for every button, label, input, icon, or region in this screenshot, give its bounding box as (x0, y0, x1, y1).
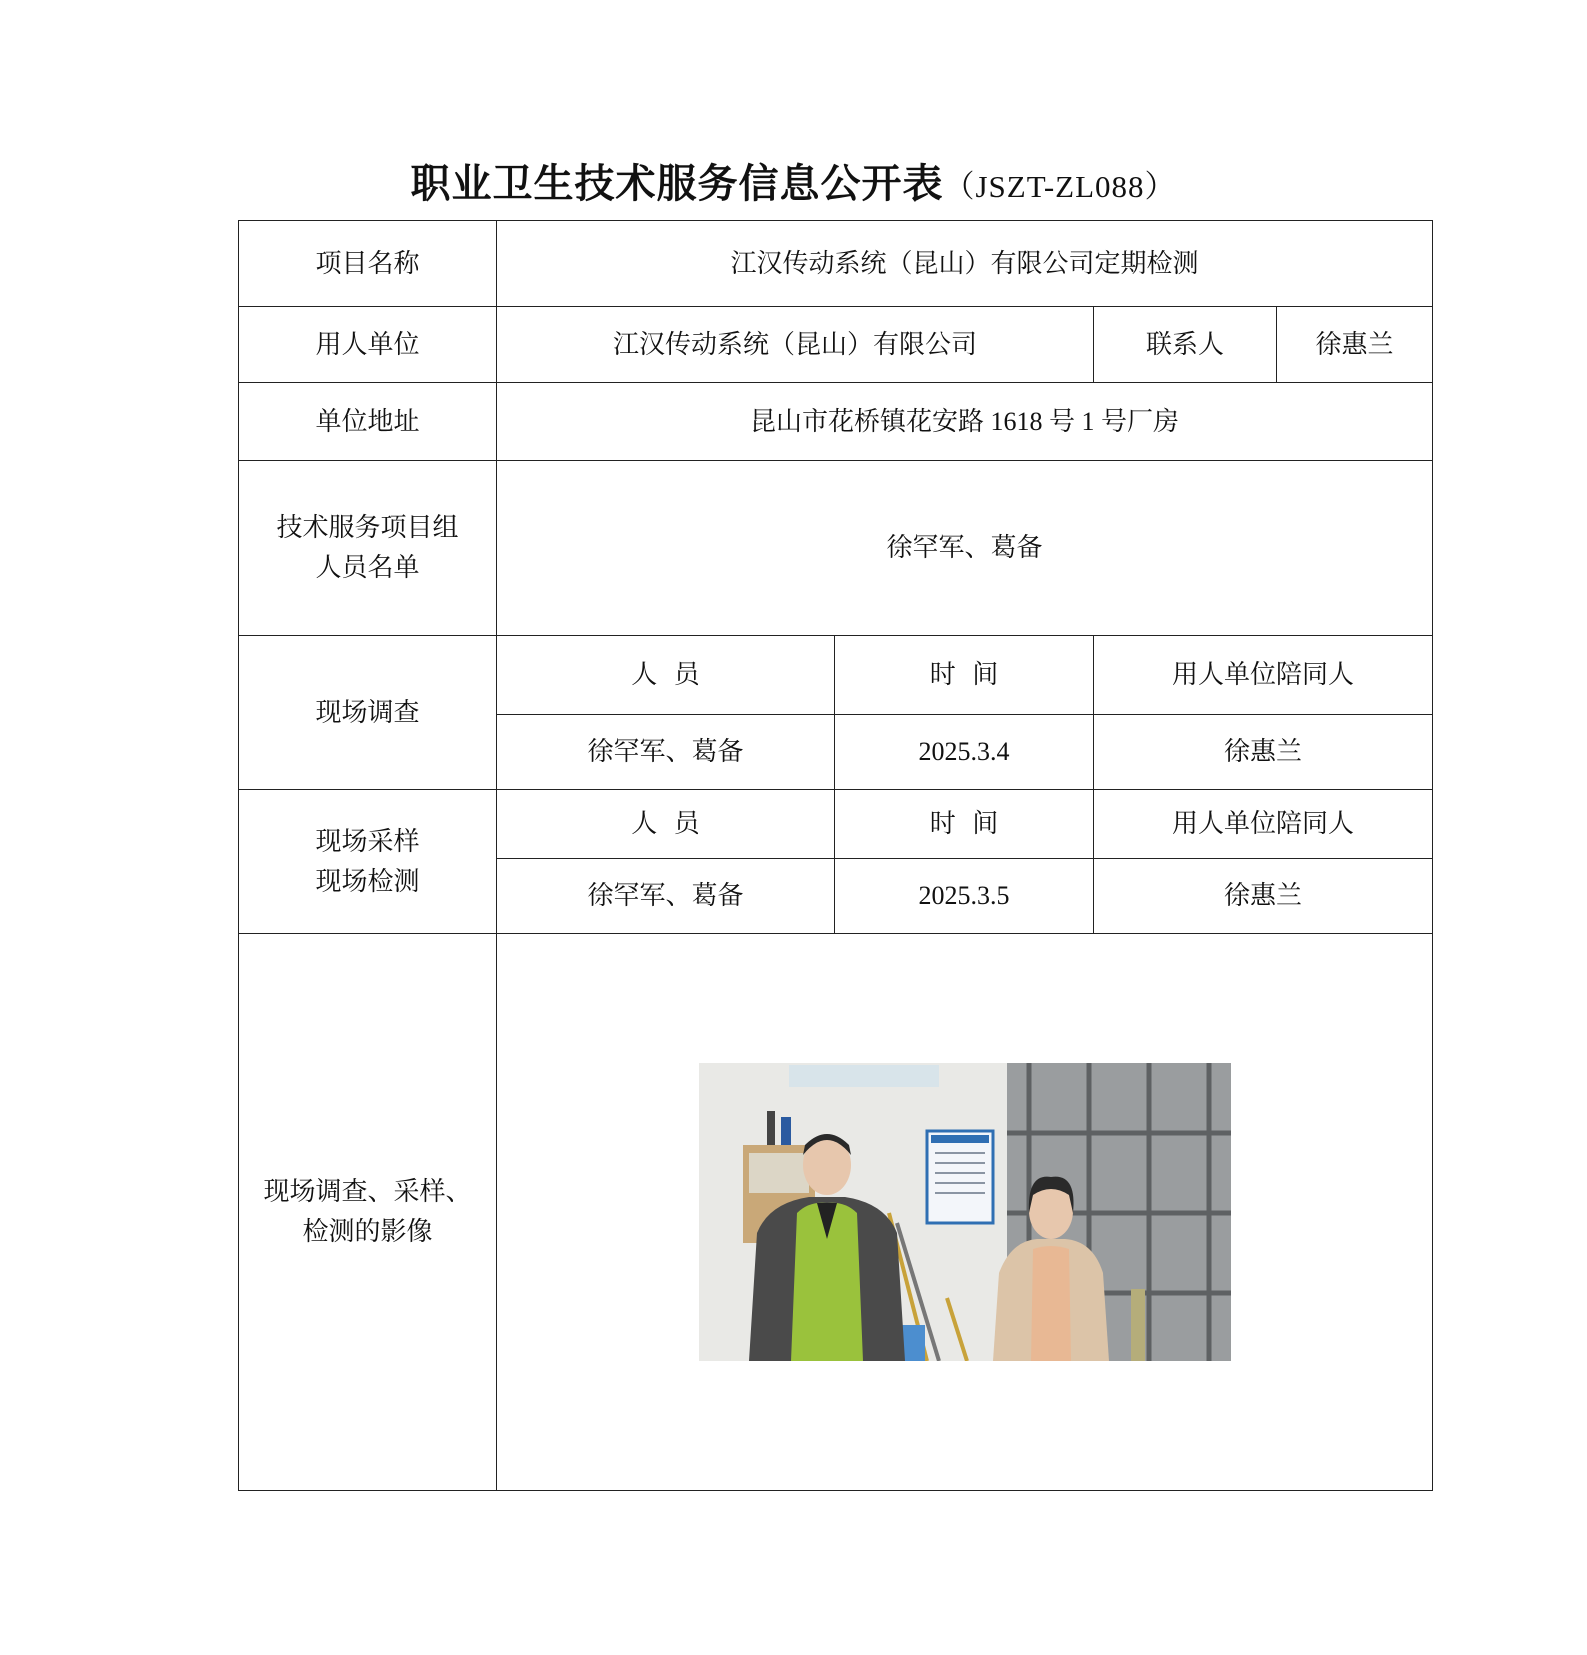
sampling-col-time: 时 间 (835, 790, 1094, 859)
project-value: 江汉传动系统（昆山）有限公司定期检测 (497, 221, 1433, 307)
contact-value: 徐惠兰 (1277, 307, 1433, 383)
title-main: 职业卫生技术服务信息公开表 (410, 160, 944, 207)
row-team (239, 461, 1433, 636)
contact-label: 联系人 (1094, 307, 1277, 383)
sampling-label-line2: 现场检测 (315, 866, 420, 897)
site-photo (699, 1063, 1231, 1361)
survey-person: 徐罕军、葛备 (497, 715, 835, 790)
images-label (239, 934, 497, 1491)
survey-label: 现场调查 (239, 636, 497, 790)
survey-col-time: 时 间 (835, 636, 1094, 715)
images-cell (497, 934, 1433, 1491)
row-employer (239, 307, 1433, 383)
row-project (239, 221, 1433, 307)
document-title (0, 152, 1587, 209)
row-address (239, 383, 1433, 461)
survey-col-person: 人 员 (497, 636, 835, 715)
project-label: 项目名称 (239, 221, 497, 307)
team-value: 徐罕军、葛备 (497, 461, 1433, 636)
sampling-person: 徐罕军、葛备 (497, 859, 835, 934)
row-survey-header (239, 636, 1433, 715)
survey-time: 2025.3.4 (835, 715, 1094, 790)
address-value: 昆山市花桥镇花安路 1618 号 1 号厂房 (497, 383, 1433, 461)
images-label-line2: 检测的影像 (302, 1217, 433, 1247)
survey-col-escort: 用人单位陪同人 (1094, 636, 1433, 715)
sampling-col-escort: 用人单位陪同人 (1094, 790, 1433, 859)
sampling-escort: 徐惠兰 (1094, 859, 1433, 934)
row-images (239, 934, 1433, 1491)
sampling-label-line1: 现场采样 (315, 826, 420, 857)
team-label-line2: 人员名单 (315, 553, 420, 583)
photo-notice-board (927, 1131, 993, 1223)
sampling-time: 2025.3.5 (835, 859, 1094, 934)
sampling-label (239, 790, 497, 934)
survey-escort: 徐惠兰 (1094, 715, 1433, 790)
title-code: （JSZT-ZL088） (943, 169, 1177, 204)
employer-label: 用人单位 (239, 307, 497, 383)
images-label-line1: 现场调查、采样、 (263, 1177, 472, 1207)
row-sampling-header (239, 790, 1433, 859)
photo-poster-top (789, 1065, 939, 1087)
sampling-col-person: 人 员 (497, 790, 835, 859)
team-label (239, 461, 497, 636)
info-table (238, 220, 1433, 1491)
team-label-line1: 技术服务项目组 (276, 513, 459, 543)
employer-value: 江汉传动系统（昆山）有限公司 (497, 307, 1094, 383)
address-label: 单位地址 (239, 383, 497, 461)
